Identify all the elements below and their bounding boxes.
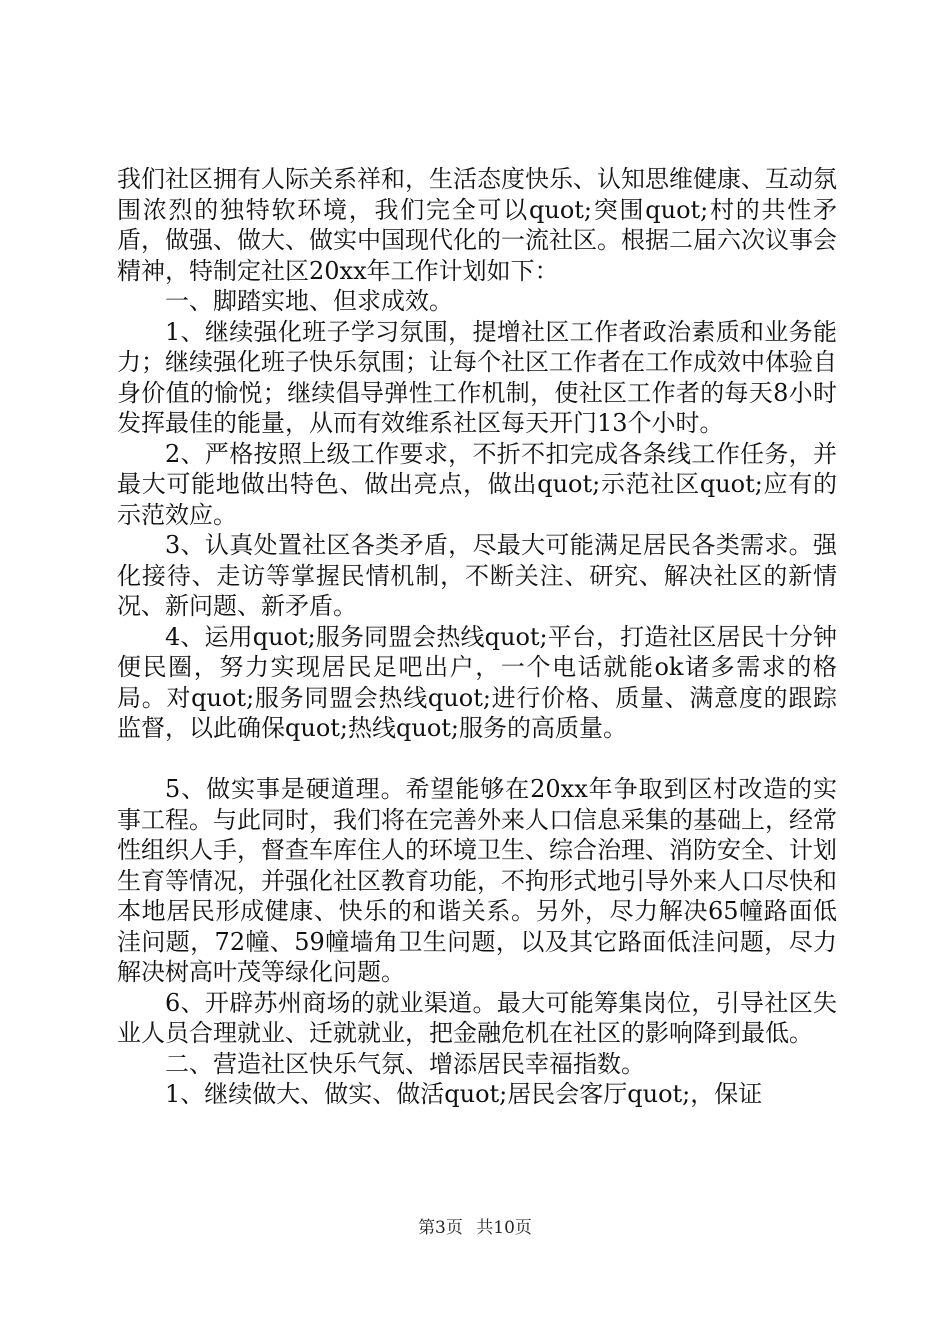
paragraph-intro: 我们社区拥有人际关系祥和，生活态度快乐、认知思维健康、互动氛围浓烈的独特软环境，我们完全可以quot;突围quot;村的共性矛盾，做强、做大、做实中国现代化的一流社区。根据二届六次议事会精神，特制定社区20xx年工作计划如下： (117, 165, 837, 285)
section-heading-1: 一、脚踏实地、但求成效。 (165, 287, 453, 315)
paragraph-item-1-3: 3、认真处置社区各类矛盾，尽最大可能满足居民各类需求。强化接待、走访等掌握民情机制，不断关注、研究、解决社区的新情况、新问题、新矛盾。 (117, 531, 837, 620)
page-footer (0, 1213, 950, 1238)
page-total: 共10页 (476, 1218, 532, 1238)
section-heading-2: 二、营造社区快乐气氛、增添居民幸福指数。 (165, 1049, 645, 1078)
paragraph-item-1-4: 4、运用quot;服务同盟会热线quot;平台，打造社区居民十分钟便民圈，努力实现居民足吧出户，一个电话就能ok诸多需求的格局。对quot;服务同盟会热线quot;进行价格、质量、满意度的跟踪监督，以此确保quot;热线quot;服务的高质量。 (117, 622, 837, 742)
paragraph-item-1-2: 2、严格按照上级工作要求，不折不扣完成各条线工作任务，并最大可能地做出特色、做出亮点，做出quot;示范社区quot;应有的示范效应。 (117, 439, 837, 529)
paragraph-item-1-1: 1、继续强化班子学习氛围，提增社区工作者政治素质和业务能力；继续强化班子快乐氛围；让每个社区工作者在工作成效中体验自身价值的愉悦；继续倡导弹性工作机制，使社区工作者的每天8小时发挥最佳的能量，从而有效维系社区每天开门13个小时。 (117, 317, 837, 437)
document-body (117, 164, 837, 1110)
paragraph-item-1-6: 6、开辟苏州商场的就业渠道。最大可能筹集岗位，引导社区失业人员合理就业、迁就就业，把金融危机在社区的影响降到最低。 (117, 988, 837, 1047)
blank-line (117, 744, 837, 775)
paragraph-item-2-1: 1、继续做大、做实、做活quot;居民会客厅quot;，保证 (165, 1080, 763, 1108)
page-number: 第3页 (418, 1218, 463, 1238)
paragraph-item-1-5: 5、做实事是硬道理。希望能够在20xx年争取到区村改造的实事工程。与此同时，我们将在完善外来人口信息采集的基础上，经常性组织人手，督查车库住人的环境卫生、综合治理、消防安全、计划生育等情况，并强化社区教育功能，不拘形式地引导外来人口尽快和本地居民形成健康、快乐的和谐关系。另外，尽力解决65幢路面低洼问题，72幢、59幢墙角卫生问题，以及其它路面低洼问题，尽力解决树高叶茂等绿化问题。 (117, 775, 837, 986)
